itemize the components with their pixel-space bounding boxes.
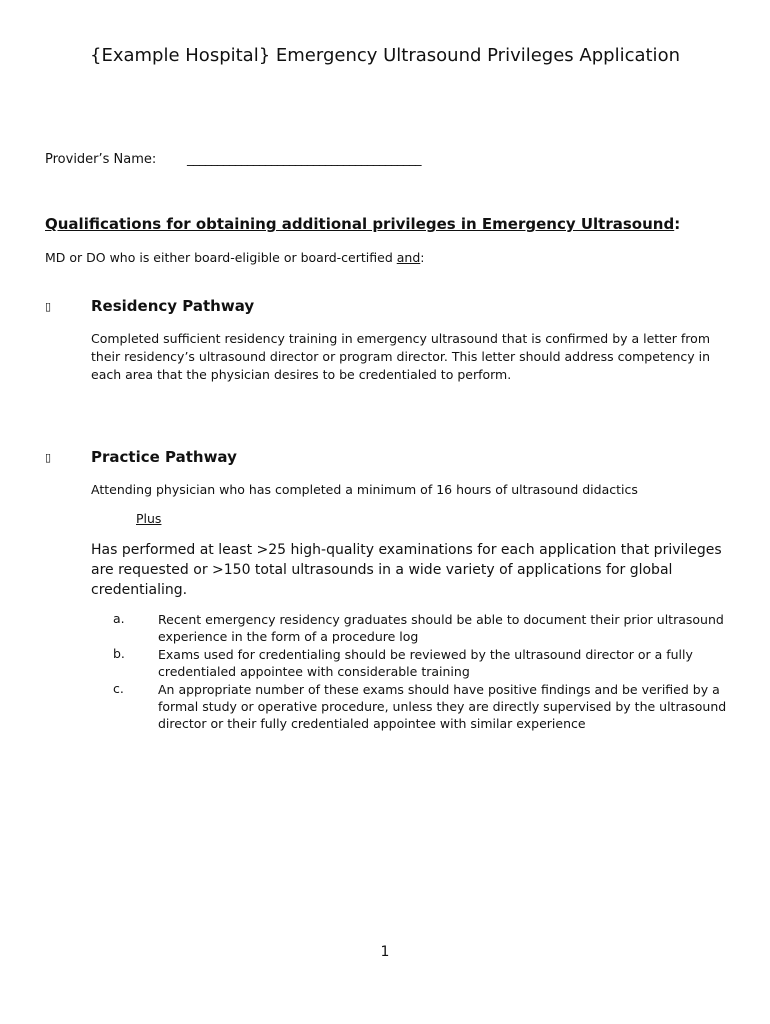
practice-pathway-heading: Practice Pathway: [91, 448, 237, 466]
list-item: Recent emergency residency graduates should be able to document their prior ultrasound experience in the form of a procedure log: [158, 612, 724, 644]
qualifications-heading-text: Qualifications for obtaining additional privileges in Emergency Ultrasound: [45, 215, 675, 233]
practice-bullet-icon: ▯: [45, 451, 52, 464]
residency-pathway-text: Completed sufficient residency training in emergency ultrasound that is confirmed by a letter from their residency’s ultrasound director or program director. This letter should address competency in each area that the physician desires to be credentialed to perform.: [91, 331, 711, 382]
provider-name-label: Provider’s Name:: [45, 152, 157, 167]
eligibility-line: [45, 250, 424, 265]
qualifications-heading: [45, 215, 680, 233]
list-item: Exams used for credentialing should be reviewed by the ultrasound director or a fully credentialed appointee with considerable training: [158, 647, 693, 679]
eligibility-line-prefix: MD or DO who is either board-eligible or board-certified: [45, 250, 397, 265]
eligibility-line-suffix: :: [420, 250, 425, 265]
list-item-marker: b.: [113, 646, 125, 661]
page-title: {Example Hospital} Emergency Ultrasound Privileges Application: [90, 45, 680, 66]
provider-name-blank-line: _______________________________________: [187, 152, 421, 167]
qualifications-heading-colon: :: [674, 215, 681, 233]
page-number: 1: [380, 944, 390, 960]
residency-bullet-icon: ▯: [45, 300, 52, 313]
list-item-marker: a.: [113, 611, 125, 626]
eligibility-line-and: and: [396, 250, 421, 265]
list-item-marker: c.: [113, 681, 124, 696]
practice-exams-text: Has performed at least >25 high-quality examinations for each application that privileges are requested or >150 total ultrasounds in a wide variety of applications for global credentialing.: [91, 542, 722, 598]
residency-pathway-heading: Residency Pathway: [91, 297, 255, 315]
plus-label: Plus: [136, 511, 162, 526]
practice-didactics-text: Attending physician who has completed a minimum of 16 hours of ultrasound didactics: [91, 482, 638, 497]
list-item: An appropriate number of these exams should have positive findings and be verified by a formal study or operative procedure, unless they are directly supervised by the ultrasound director or their fully credentialed appointee with similar experience: [158, 682, 727, 731]
